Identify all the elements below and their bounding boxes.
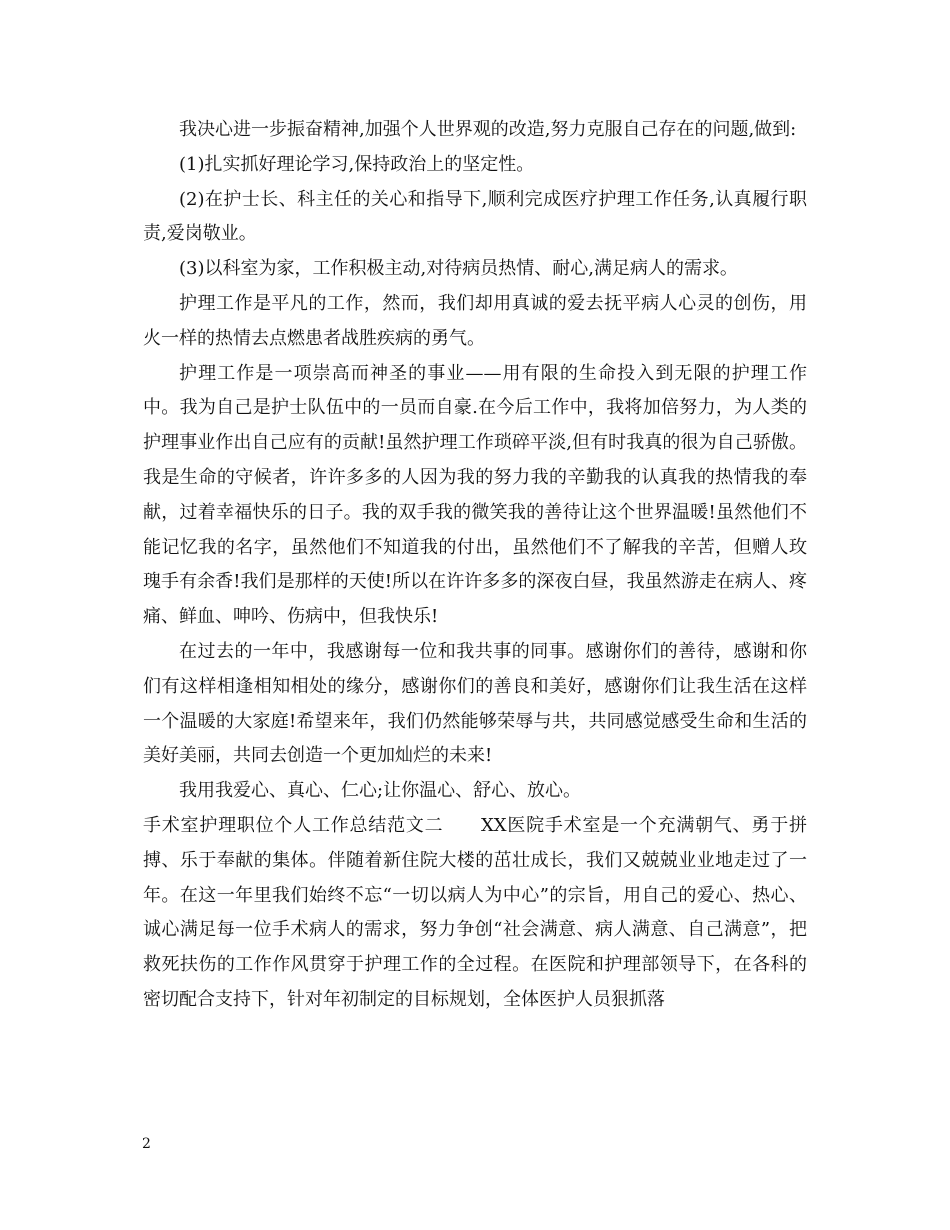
- document-body: [143, 113, 807, 1018]
- paragraph-item-1: (1)扎实抓好理论学习,保持政治上的坚定性。: [179, 153, 535, 175]
- paragraph-nursing-ordinary: 护理工作是平凡的工作，然而，我们却用真诚的爱去抚平病人心灵的创伤，用火一样的热情去点燃患者战胜疾病的勇气。: [143, 292, 807, 349]
- paragraph-motto: 我用我爱心、真心、仁心;让你温心、舒心、放心。: [179, 780, 582, 802]
- paragraph-item-3: (3)以科室为家，工作积极主动,对待病员热情、耐心,满足病人的需求。: [179, 258, 738, 280]
- paragraph-sample-two: 手术室护理职位个人工作总结范文二 XX医院手术室是一个充满朝气、勇于拼搏、乐于奉献的集体。伴随着新住院大楼的茁壮成长，我们又兢兢业业地走过了一年。在这一年里我们始终不忘“一切以病人为中心”的宗旨，用自己的爱心、热心、诚心满足每一位手术病人的需求，努力争创“社会满意、病人满意、自己满意”，把救死扶伤的工作作风贯穿于护理工作的全过程。在医院和护理部领导下，在各科的密切配合支持下，针对年初制定的目标规划，全体医护人员狠抓落: [143, 814, 807, 1010]
- paragraph-resolution: 我决心进一步振奋精神,加强个人世界观的改造,努力克服自己存在的问题,做到:: [179, 119, 797, 140]
- page-number: 2: [142, 1136, 151, 1152]
- paragraph-item-2: (2)在护士长、科主任的关心和指导下,顺利完成医疗护理工作任务,认真履行职责,爱岗敬业。: [143, 188, 807, 245]
- paragraph-thanks: 在过去的一年中，我感谢每一位和我共事的同事。感谢你们的善待，感谢和你们有这样相逢相知相处的缘分，感谢你们的善良和美好，感谢你们让我生活在这样一个温暖的大家庭!希望来年，我们仍然能够荣辱与共，共同感觉感受生命和生活的美好美丽，共同去创造一个更加灿烂的未来!: [143, 640, 807, 767]
- paragraph-nursing-career: 护理工作是一项崇高而神圣的事业——用有限的生命投入到无限的护理工作中。我为自己是护士队伍中的一员而自豪.在今后工作中，我将加倍努力，为人类的护理事业作出自己应有的贡献!虽然护理工作琐碎平淡,但有时我真的很为自己骄傲。我是生命的守候者，许许多多的人因为我的努力我的辛勤我的认真我的热情我的奉献，过着幸福快乐的日子。我的双手我的微笑我的善待让这个世界温暖!虽然他们不能记忆我的名字，虽然他们不知道我的付出，虽然他们不了解我的辛苦，但赠人玫瑰手有余香!我们是那样的天使!所以在许许多多的深夜白昼，我虽然游走在病人、疼痛、鲜血、呻吟、伤病中，但我快乐!: [143, 362, 807, 628]
